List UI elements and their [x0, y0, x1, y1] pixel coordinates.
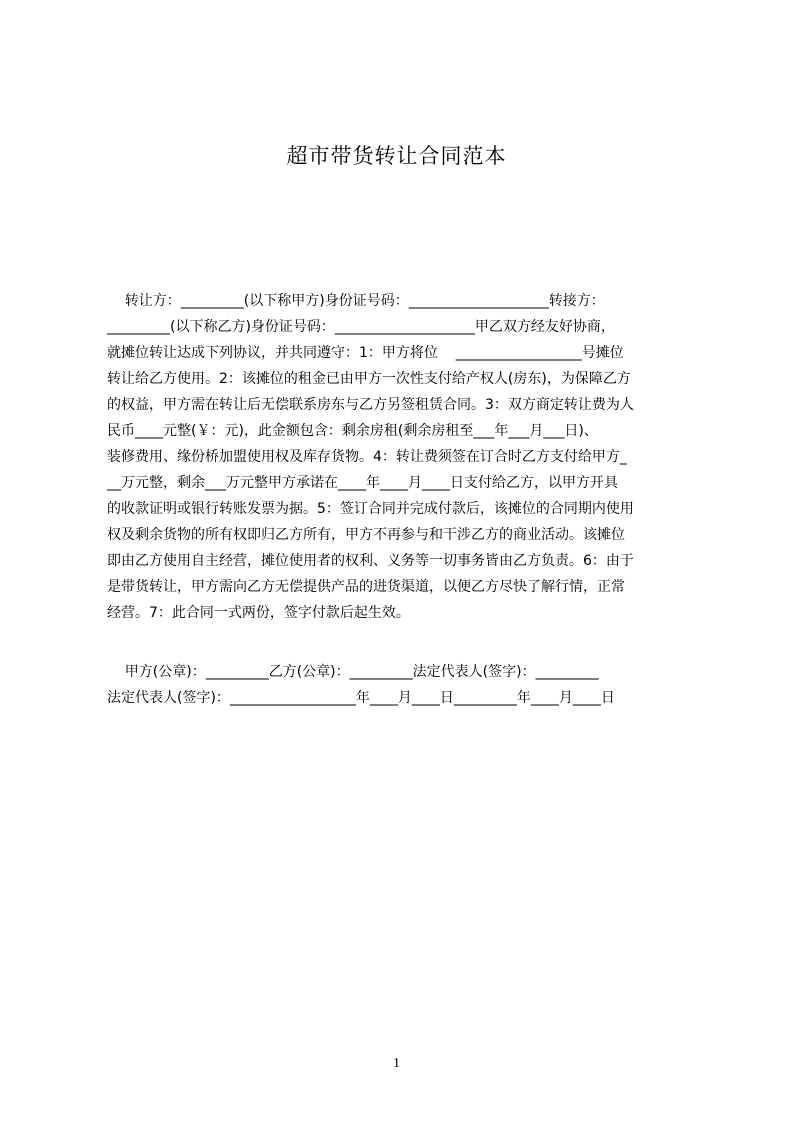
contract-body-paragraph — [107, 288, 699, 626]
paragraph-line: 是带货转让，甲方需向乙方无偿提供产品的进货渠道，以便乙方尽快了解行情，正常 — [107, 579, 625, 595]
signature-line: 甲方(公章)：_________乙方(公章)：_________法定代表人(签字)：_________ — [107, 664, 599, 680]
signature-block — [107, 659, 699, 711]
paragraph-line: 转让方：_________(以下称甲方)身份证号码：____________________转接方： — [107, 293, 605, 309]
paragraph-line: 的收款证明或银行转账发票为据。5：签订合同并完成付款后，该摊位的合同期内使用 — [107, 501, 634, 517]
paragraph-line: 的权益，甲方需在转让后无偿联系房东与乙方另签租赁合同。3：双方商定转让费为人 — [107, 397, 634, 413]
paragraph-line: 装修费用、缘份桥加盟使用权及库存货物。4：转让费须签在订合时乙方支付给甲方_ — [107, 449, 627, 465]
page-number: 1 — [393, 1056, 400, 1071]
paragraph-line: 民币____元整(￥：元)，此金额包含：剩余房租(剩余房租至___年___月___日)、 — [107, 423, 598, 439]
signature-line: 法定代表人(签字)：__________________年____月____日_________年____月____日 — [107, 690, 615, 706]
paragraph-line: __万元整，剩余___万元整甲方承诺在____年____月____日支付给乙方，以甲方开具 — [107, 475, 618, 491]
paragraph-line: 经营。7：此合同一式两份，签字付款后起生效。 — [107, 605, 410, 621]
paragraph-line: 就摊位转让达成下列协议，并共同遵守：1：甲方将位 __________________号摊位 — [107, 345, 624, 361]
paragraph-line: 即由乙方使用自主经营，摊位使用者的权利、义务等一切事务皆由乙方负责。6：由于 — [107, 553, 634, 569]
paragraph-line: _________(以下称乙方)身份证号码：____________________甲乙双方经友好协商， — [107, 319, 615, 335]
document-title: 超市带货转让合同范本 — [286, 144, 507, 168]
paragraph-line: 权及剩余货物的所有权即归乙方所有，甲方不再参与和干涉乙方的商业活动。该摊位 — [107, 527, 625, 543]
paragraph-line: 转让给乙方使用。2：该摊位的租金已由甲方一次性支付给产权人(房东)，为保障乙方 — [107, 371, 631, 387]
